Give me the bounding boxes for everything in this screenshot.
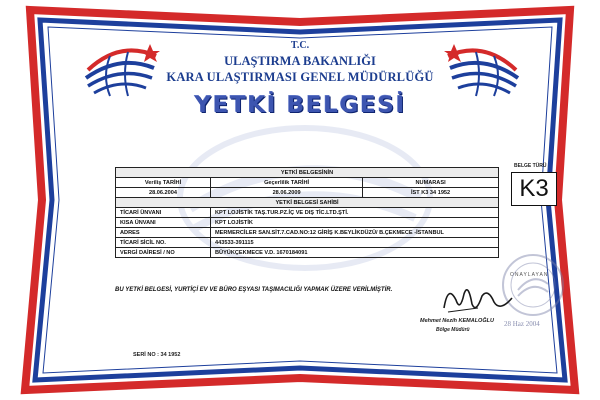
- row-label: TİCARİ ÜNVANI: [116, 208, 211, 218]
- ministry-name: ULAŞTIRMA BAKANLIĞI: [224, 54, 376, 68]
- table-row: [116, 238, 499, 248]
- authorization-statement: BU YETKİ BELGESİ, YURTİÇİ EV VE BÜRO EŞYASI TAŞIMACILIĞI YAPMAK ÜZERE VERİLMİŞTİR.: [115, 287, 393, 293]
- address-value: MERMERCİLER SAN.SİT.7.CAD.NO:12 GİRİŞ K.BEYLİKDÜZÜ/ B.ÇEKMECE -İSTANBUL: [211, 228, 499, 238]
- row-label: TİCARİ SİCİL NO.: [116, 238, 211, 248]
- signer-title: Bölge Müdürü: [436, 327, 470, 333]
- validity-date: 28.06.2009: [211, 188, 363, 198]
- signer-name: Mehmet Nezih KEMALOĞLU: [420, 318, 494, 324]
- table-row: [116, 218, 499, 228]
- serial-value: 34 1952: [160, 352, 181, 358]
- column-header: Veriliş TARİHİ: [116, 178, 211, 188]
- document-type-label: BELGE TÜRÜ: [514, 163, 547, 169]
- table-row: [116, 228, 499, 238]
- stamp-date: 28 Haz 2004: [504, 320, 540, 328]
- issue-date: 28.06.2004: [116, 188, 211, 198]
- holder-title: YETKİ BELGESİ SAHİBİ: [116, 198, 499, 208]
- document-title: YETKİ BELGESİ: [194, 93, 406, 118]
- column-header: NUMARASI: [363, 178, 499, 188]
- country-label: T.C.: [290, 40, 310, 51]
- serial-label: SERİ NO :: [133, 352, 159, 358]
- trade-name-value: KPT LOJİSTİK TAŞ.TUR.PZ.İÇ VE DIŞ TİC.LTD.ŞTİ.: [211, 208, 499, 218]
- table-row: [116, 208, 499, 218]
- table-row: [116, 248, 499, 258]
- signature-icon: [438, 278, 518, 320]
- row-label: KISA ÜNVANI: [116, 218, 211, 228]
- serial-number: [133, 352, 180, 358]
- row-label: VERGİ DAİRESİ / NO: [116, 248, 211, 258]
- short-name-value: KPT LOJİSTİK: [211, 218, 499, 228]
- certificate-number: İST K3 34 1952: [363, 188, 499, 198]
- certificate-table: [115, 167, 499, 258]
- directorate-name: KARA ULAŞTIRMASI GENEL MÜDÜRLÜĞÜ: [166, 70, 434, 84]
- column-header: Geçerlilik TARİHİ: [211, 178, 363, 188]
- row-label: ADRES: [116, 228, 211, 238]
- section-title: YETKİ BELGESİNİN: [116, 168, 499, 178]
- tax-office-value: BÜYÜKÇEKMECE V.D. 1670184091: [211, 248, 499, 258]
- document-type-box: K3: [511, 172, 557, 206]
- registry-number-value: 443533-391115: [211, 238, 499, 248]
- approver-label: ONAYLAYAN: [510, 272, 549, 278]
